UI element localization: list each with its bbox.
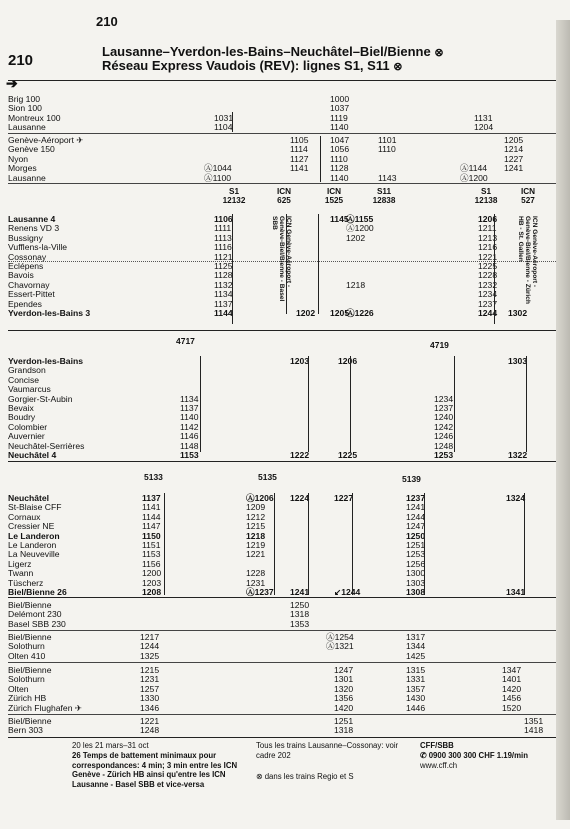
departure-time: 1446 (406, 702, 426, 713)
departure-time: 1241 (406, 502, 426, 513)
station-name: Ependes (8, 298, 42, 309)
departure-time: 1202 (296, 308, 316, 318)
rule (8, 597, 556, 598)
departure-time: 1121 (214, 251, 233, 262)
departure-time: 1218 (246, 530, 266, 541)
timetable-row (8, 619, 564, 630)
timetable-row (8, 450, 564, 461)
train-column-header (508, 187, 548, 205)
departure-time: 1318 (334, 725, 354, 736)
column-divider (232, 214, 233, 324)
station-name: Zürich HB (8, 693, 47, 704)
departure-time: 1237 (478, 298, 498, 309)
departure-time: 1134 (214, 289, 233, 300)
departure-time: 1301 (334, 674, 354, 685)
departure-time: Ⓐ1321 (326, 641, 354, 652)
departure-time: Ⓐ1155 (346, 214, 374, 224)
train-column-header (466, 187, 506, 205)
station-name: Sion 100 (8, 103, 42, 114)
vertical-train-note: ICN Genève-Aéroport - Genève-Biel/Bienne - Zürich HB - St. Gallen (517, 216, 538, 304)
departure-time: 1217 (140, 632, 160, 642)
departure-time: 1104 (214, 122, 233, 133)
station-name: Yverdon-les-Bains 3 (8, 308, 91, 318)
departure-time: 1237 (406, 493, 426, 503)
departure-time: 1219 (246, 540, 266, 550)
departure-time: 1317 (406, 632, 426, 642)
train-number: 527 (521, 196, 535, 205)
train-number: 5139 (402, 474, 421, 484)
departure-time: 1250 (290, 600, 310, 610)
departure-time: 1218 (346, 279, 366, 290)
departure-time: 1116 (214, 242, 232, 253)
departure-time: 1325 (140, 650, 160, 661)
departure-time: 1308 (406, 587, 426, 597)
station-name: Chavornay (8, 279, 50, 290)
departure-time: 1110 (330, 153, 348, 164)
station-name: Lausanne (8, 172, 46, 183)
station-name: Essert-Pittet (8, 289, 55, 300)
station-name: Lausanne (8, 122, 46, 133)
train-column-header (364, 187, 404, 205)
departure-time: 1213 (478, 232, 498, 243)
rule (8, 714, 556, 715)
station-name: Solothurn (8, 641, 45, 652)
departure-time: Ⓐ1237 (246, 587, 274, 597)
station-name: Neuchâtel 4 (8, 450, 57, 460)
station-name: Tüscherz (8, 577, 44, 588)
train-column-header (314, 187, 354, 205)
departure-time: 1111 (214, 223, 232, 234)
station-name: Eclépens (8, 261, 44, 271)
departure-time: 1205 (330, 308, 350, 318)
departure-time: 1248 (140, 725, 160, 736)
station-name: Bevaix (8, 403, 34, 413)
departure-time: 1131 (474, 112, 493, 123)
footnote-regio: ⊗ dans les trains Regio et S (256, 772, 354, 781)
departure-time: 1209 (246, 502, 266, 513)
departure-time: 1240 (434, 412, 454, 423)
departure-time: 1246 (434, 431, 454, 442)
departure-time: 1114 (290, 144, 308, 155)
train-type: S1 (480, 187, 491, 196)
departure-time: 1253 (406, 549, 426, 560)
station-name: Biel/Bienne (8, 716, 52, 726)
departure-time: 1225 (338, 450, 358, 460)
station-name: Morges (8, 163, 37, 174)
station-name: Lausanne 4 (8, 214, 56, 224)
departure-time: 1205 (504, 135, 524, 145)
column-divider (424, 493, 425, 595)
departure-time: 1227 (334, 493, 354, 503)
departure-time: Ⓐ1226 (346, 308, 374, 318)
departure-time: 1144 (142, 511, 161, 522)
column-divider (308, 493, 309, 595)
station-name: Bern 303 (8, 725, 43, 736)
departure-time: 1253 (434, 450, 454, 460)
departure-time: 1456 (502, 693, 522, 704)
departure-time: 1331 (406, 674, 426, 685)
departure-time: 1119 (330, 112, 348, 123)
station-name: Basel SBB 230 (8, 618, 66, 629)
footnote-date: 20 les 21 mars–31 oct (72, 741, 149, 750)
station-name: Grandson (8, 365, 46, 376)
station-name: Olten (8, 683, 29, 694)
train-number: 1525 (324, 196, 344, 205)
departure-time: 1241 (504, 163, 524, 174)
regio-symbol-icon: ⊗ (434, 47, 444, 59)
departure-time: 1356 (334, 693, 354, 704)
departure-time: 1344 (406, 641, 426, 652)
table-number: 210 (8, 52, 34, 69)
rule (8, 183, 556, 184)
departure-time: 1141 (290, 163, 309, 174)
departure-time: 1200 (142, 568, 162, 579)
departure-time: Ⓐ1100 (204, 172, 232, 183)
train-column-header (264, 187, 304, 205)
column-divider (274, 493, 275, 595)
rule (8, 630, 556, 631)
departure-time: 1150 (142, 530, 161, 541)
station-name: Neuchâtel (8, 493, 50, 503)
departure-time: 1353 (290, 618, 310, 629)
station-name: Zürich Flughafen ✈ (8, 702, 83, 713)
column-divider (352, 493, 353, 595)
departure-time: 1228 (478, 270, 498, 281)
station-name: Montreux 100 (8, 112, 61, 123)
station-name: Solothurn (8, 674, 45, 685)
departure-time: 1231 (140, 674, 160, 685)
departure-time: 1221 (246, 549, 266, 560)
departure-time: 1000 (330, 94, 350, 104)
departure-time: 1228 (246, 568, 266, 579)
departure-time: 1128 (330, 163, 349, 174)
departure-time: 1430 (406, 693, 426, 704)
departure-time: 1224 (290, 493, 310, 503)
column-divider (454, 356, 455, 452)
station-name: Le Landeron (8, 530, 60, 541)
departure-time: 1140 (330, 122, 349, 133)
departure-time: 1420 (502, 683, 522, 694)
departure-time: 1315 (406, 665, 426, 675)
phone-info: ✆ 0900 300 300 CHF 1.19/min (420, 751, 528, 760)
timetable-row (8, 725, 564, 736)
station-name: Genève-Aéroport ✈ (8, 135, 84, 145)
departure-time: 1128 (214, 270, 233, 281)
departure-time: 1206 (478, 214, 498, 224)
train-type: S11 (376, 187, 392, 196)
train-column-header (214, 187, 254, 205)
departure-time: 1248 (434, 440, 454, 451)
departure-time: 1234 (434, 393, 454, 404)
train-number: 12838 (372, 196, 396, 205)
departure-time: 1318 (290, 609, 310, 620)
departure-time: Ⓐ1200 (460, 172, 488, 183)
departure-time: 1211 (478, 223, 497, 234)
departure-time: 1320 (334, 683, 354, 694)
departure-time: 1037 (330, 103, 350, 114)
train-type: S1 (228, 187, 239, 196)
station-name: Delémont 230 (8, 609, 62, 620)
train-number: 625 (277, 196, 291, 205)
departure-time: 1106 (214, 214, 233, 224)
column-divider (232, 112, 233, 132)
cff-sbb-label: CFF/SBB (420, 741, 454, 750)
departure-time: 1144 (214, 308, 233, 318)
rule (8, 461, 556, 462)
departure-time: 1300 (406, 568, 426, 579)
departure-time: 1303 (508, 356, 528, 366)
departure-time: 1153 (180, 450, 199, 460)
rule (8, 80, 556, 81)
departure-time: ↙1244 (334, 587, 361, 597)
departure-time: Ⓐ1200 (346, 223, 374, 234)
column-divider (526, 356, 527, 452)
train-number: 12132 (222, 196, 246, 205)
departure-time: 1256 (406, 558, 426, 569)
departure-time: 1127 (290, 153, 309, 164)
footnote-lausanne-cossonay: Tous les trains Lausanne–Cossonay: voir cadre 202 (256, 741, 399, 760)
train-type: ICN (326, 187, 342, 196)
station-name: La Neuveville (8, 549, 60, 560)
timetable-row (8, 651, 564, 662)
station-name: Gorgier-St-Aubin (8, 393, 73, 404)
departure-time: 1351 (524, 716, 544, 726)
departure-time: 1134 (180, 393, 199, 404)
station-name: Cressier NE (8, 521, 55, 532)
station-name: Olten 410 (8, 650, 46, 661)
departure-time: 1214 (504, 144, 524, 155)
departure-time: 1125 (214, 261, 233, 271)
departure-time: 1113 (214, 232, 232, 243)
station-name: Vaumarcus (8, 384, 51, 395)
train-type: ICN (520, 187, 536, 196)
departure-time: 1324 (506, 493, 526, 503)
departure-time: 1212 (246, 511, 266, 522)
station-name: Colombier (8, 421, 48, 432)
departure-time: 1137 (180, 403, 199, 413)
departure-time: 1137 (142, 493, 161, 503)
departure-time: 1031 (214, 112, 234, 123)
departure-time: 1101 (378, 135, 397, 145)
departure-time: 1137 (214, 298, 233, 309)
train-number: 5133 (144, 472, 163, 482)
timetable-row (8, 173, 564, 184)
departure-time: 1221 (140, 716, 160, 726)
station-name: Twann (8, 568, 34, 579)
departure-time: 1145 (330, 214, 349, 224)
departure-time: 1216 (478, 242, 498, 253)
departure-time: 1143 (378, 172, 397, 183)
station-name: Biel/Bienne 26 (8, 587, 67, 597)
station-name: Auvernier (8, 431, 45, 442)
departure-time: 1242 (434, 421, 454, 432)
departure-time: 1244 (478, 308, 498, 318)
station-name: Bavois (8, 270, 34, 281)
station-name: Boudry (8, 412, 36, 423)
departure-time: Ⓐ1206 (246, 493, 274, 503)
station-name: Le Landeron (8, 540, 57, 550)
station-name: Neuchâtel-Serrières (8, 440, 85, 451)
departure-time: 1247 (406, 521, 426, 532)
train-number: 4717 (176, 336, 195, 346)
station-name: Biel/Bienne (8, 665, 52, 675)
website-link[interactable]: www.cff.ch (420, 761, 458, 770)
timetable-subtitle (102, 58, 402, 73)
footnote-connections: 26 Temps de battement minimaux pour correspondances: 4 min; 3 min entre les ICN Genève - Zürich HB ainsi qu'entre les ICN Lausanne - Basel SBB et vice-versa (72, 751, 238, 789)
departure-time: 1420 (334, 702, 354, 713)
departure-time: 1341 (506, 587, 526, 597)
station-name: Cornaux (8, 511, 41, 522)
rule (8, 737, 556, 738)
station-name: Biel/Bienne (8, 600, 52, 610)
station-name: Concise (8, 374, 40, 385)
station-name: Ligerz (8, 558, 32, 569)
departure-time: 1141 (142, 502, 161, 513)
departure-time: 1222 (290, 450, 310, 460)
departure-time: 1142 (180, 421, 199, 432)
departure-time: 1147 (142, 521, 161, 532)
departure-time: 1225 (478, 261, 498, 271)
train-number: 5135 (258, 472, 277, 482)
column-divider (320, 136, 321, 182)
departure-time: 1132 (214, 279, 233, 290)
departure-time: 1302 (508, 308, 528, 318)
departure-time: 1322 (508, 450, 528, 460)
train-number: 12138 (474, 196, 498, 205)
departure-time: 1203 (142, 577, 162, 588)
departure-time: 1234 (478, 289, 498, 300)
departure-time: 1425 (406, 650, 426, 661)
departure-time: 1232 (478, 279, 498, 290)
departure-time: 1221 (478, 251, 498, 262)
rule (8, 330, 556, 331)
station-name: Brig 100 (8, 94, 41, 104)
column-divider (318, 214, 319, 314)
regio-symbol-icon: ⊗ (393, 61, 403, 73)
column-divider (164, 493, 165, 595)
departure-time: 1250 (406, 530, 426, 541)
departure-time: 1303 (406, 577, 426, 588)
train-number: 4719 (430, 340, 449, 350)
station-name: Nyon (8, 153, 29, 164)
departure-time: 1241 (290, 587, 310, 597)
departure-time: 1251 (334, 716, 354, 726)
departure-time: 1208 (142, 587, 162, 597)
departure-time: 1257 (140, 683, 160, 694)
column-divider (350, 356, 351, 452)
departure-time: 1244 (406, 511, 426, 522)
timetable-row (8, 703, 564, 714)
vertical-train-note: ICN Genève-Aéroport - Genève-Biel/Bienne - Basel SBB (271, 216, 292, 302)
departure-time: 1151 (142, 540, 161, 550)
rule (8, 662, 556, 663)
train-type: ICN (276, 187, 292, 196)
departure-time: 1204 (474, 122, 494, 133)
departure-time: 1047 (330, 135, 350, 145)
station-name: St-Blaise CFF (8, 502, 62, 513)
departure-time: Ⓐ1044 (204, 163, 232, 174)
departure-time: Ⓐ1254 (326, 632, 354, 642)
departure-time: 1418 (524, 725, 544, 736)
departure-time: 1206 (338, 356, 358, 366)
departure-time: 1227 (504, 153, 524, 164)
column-divider (200, 356, 201, 452)
title-line1: Lausanne–Yverdon-les-Bains–Neuchâtel–Biel/Bienne (102, 44, 431, 59)
departure-time: 1357 (406, 683, 426, 694)
departure-time: 1110 (378, 144, 396, 155)
station-name: Bussigny (8, 232, 43, 243)
departure-time: 1520 (502, 702, 522, 713)
station-name: Renens VD 3 (8, 223, 60, 234)
departure-time: 1202 (346, 232, 366, 243)
departure-time: 1251 (406, 540, 426, 550)
departure-time: 1215 (246, 521, 266, 532)
departure-time: 1148 (180, 440, 199, 451)
title-line2: Réseau Express Vaudois (REV): lignes S1, S11 (102, 58, 390, 73)
page-number: 210 (96, 14, 118, 29)
station-name: Yverdon-les-Bains (8, 356, 83, 366)
departure-time: 1140 (330, 172, 349, 183)
column-divider (494, 214, 495, 324)
station-name: Genève 150 (8, 144, 55, 155)
departure-time: 1231 (246, 577, 266, 588)
departure-time: 1237 (434, 403, 454, 413)
departure-time: 1153 (142, 549, 161, 560)
rule (8, 133, 556, 134)
timetable-title (102, 44, 444, 59)
departure-time: 1347 (502, 665, 522, 675)
column-divider (524, 493, 525, 595)
departure-time: Ⓐ1144 (460, 163, 488, 174)
departure-time: 1146 (180, 431, 199, 442)
departure-time: 1244 (140, 641, 160, 652)
column-divider (308, 356, 309, 452)
departure-time: 1346 (140, 702, 160, 713)
departure-time: 1215 (140, 665, 160, 675)
departure-time: 1247 (334, 665, 354, 675)
station-name: Cossonay (8, 251, 47, 262)
station-name: Biel/Bienne (8, 632, 52, 642)
departure-time: 1105 (290, 135, 309, 145)
departure-time: 1330 (140, 693, 160, 704)
departure-time: 1056 (330, 144, 350, 155)
direction-arrow-icon: ➔ (6, 75, 18, 91)
departure-time: 1156 (142, 558, 161, 569)
departure-time: 1140 (180, 412, 199, 423)
departure-time: 1401 (502, 674, 522, 685)
timetable-row (8, 122, 564, 133)
departure-time: 1203 (290, 356, 310, 366)
station-name: Vufflens-la-Ville (8, 242, 68, 253)
